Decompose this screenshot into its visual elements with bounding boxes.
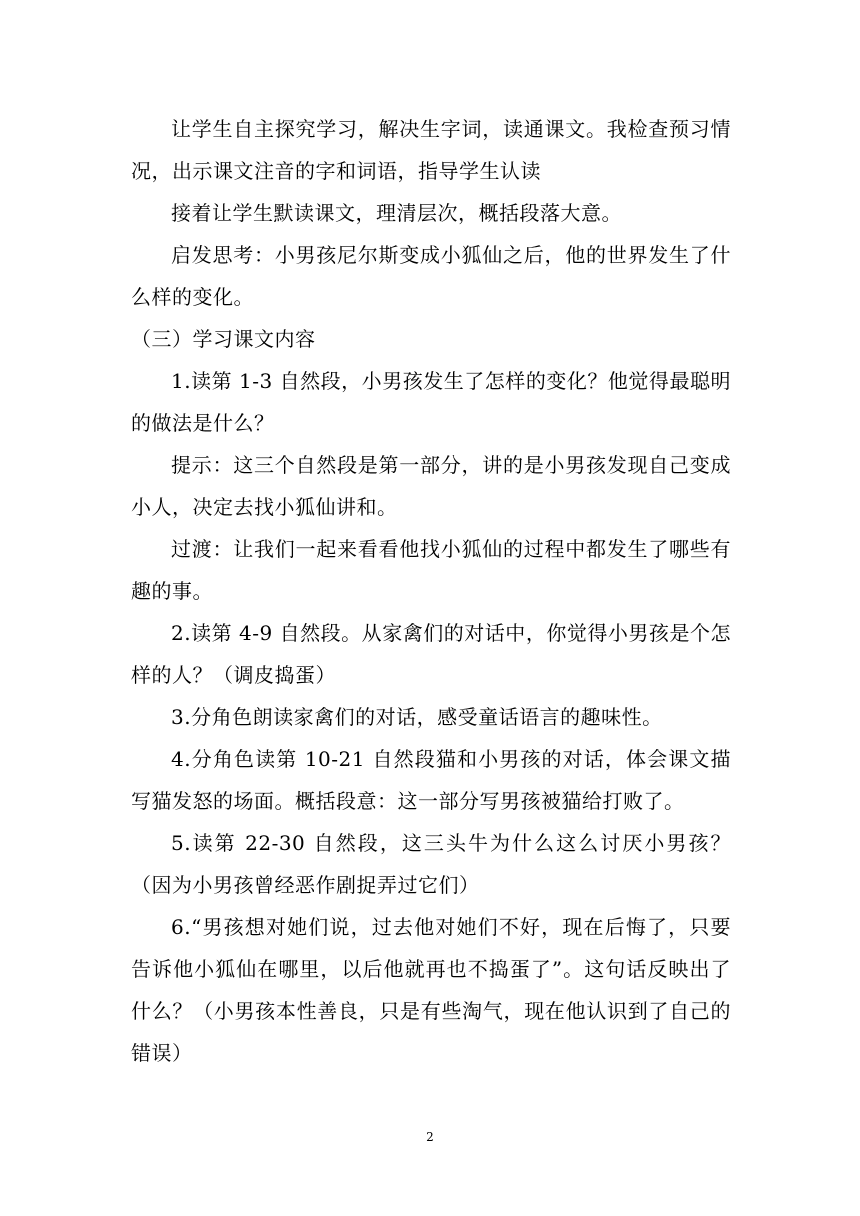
paragraph-hint: 提示：这三个自然段是第一部分，讲的是小男孩发现自己变成小人，决定去找小狐仙讲和。 [131,453,731,519]
paragraph-item-4: 4.分角色读第 10-21 自然段猫和小男孩的对话，体会课文描写猫发怒的场面。概括段意：这一部分写男孩被猫给打败了。 [131,747,731,813]
paragraph-self-study: 让学生自主探究学习，解决生字词，读通课文。我检查预习情况，出示课文注音的字和词语，指导学生认读 [131,117,731,183]
paragraph-item-1: 1.读第 1-3 自然段，小男孩发生了怎样的变化？他觉得最聪明的做法是什么？ [131,369,731,435]
document-body [131,108,731,1074]
paragraph-item-3: 3.分角色朗读家禽们的对话，感受童话语言的趣味性。 [171,705,663,729]
paragraph-inspire-thinking: 启发思考：小男孩尼尔斯变成小狐仙之后，他的世界发生了什么样的变化。 [131,243,731,309]
page-number: 2 [426,1130,434,1144]
paragraph-item-2: 2.读第 4-9 自然段。从家禽们的对话中，你觉得小男孩是个怎样的人？（调皮捣蛋） [131,621,731,687]
paragraph-transition: 过渡：让我们一起来看看他找小狐仙的过程中都发生了哪些有趣的事。 [131,537,731,603]
paragraph-item-5: 5.读第 22-30 自然段，这三头牛为什么这么讨厌小男孩？（因为小男孩曾经恶作剧捉弄过它们） [131,831,731,897]
paragraph-silent-reading: 接着让学生默读课文，理清层次，概括段落大意。 [171,201,622,225]
paragraph-item-6: 6.“男孩想对她们说，过去他对她们不好，现在后悔了，只要告诉他小狐仙在哪里，以后他就再也不捣蛋了”。这句话反映出了什么？（小男孩本性善良，只是有些淘气，现在他认识到了自己的错误） [131,915,731,1065]
section-heading: （三）学习课文内容 [131,327,316,351]
